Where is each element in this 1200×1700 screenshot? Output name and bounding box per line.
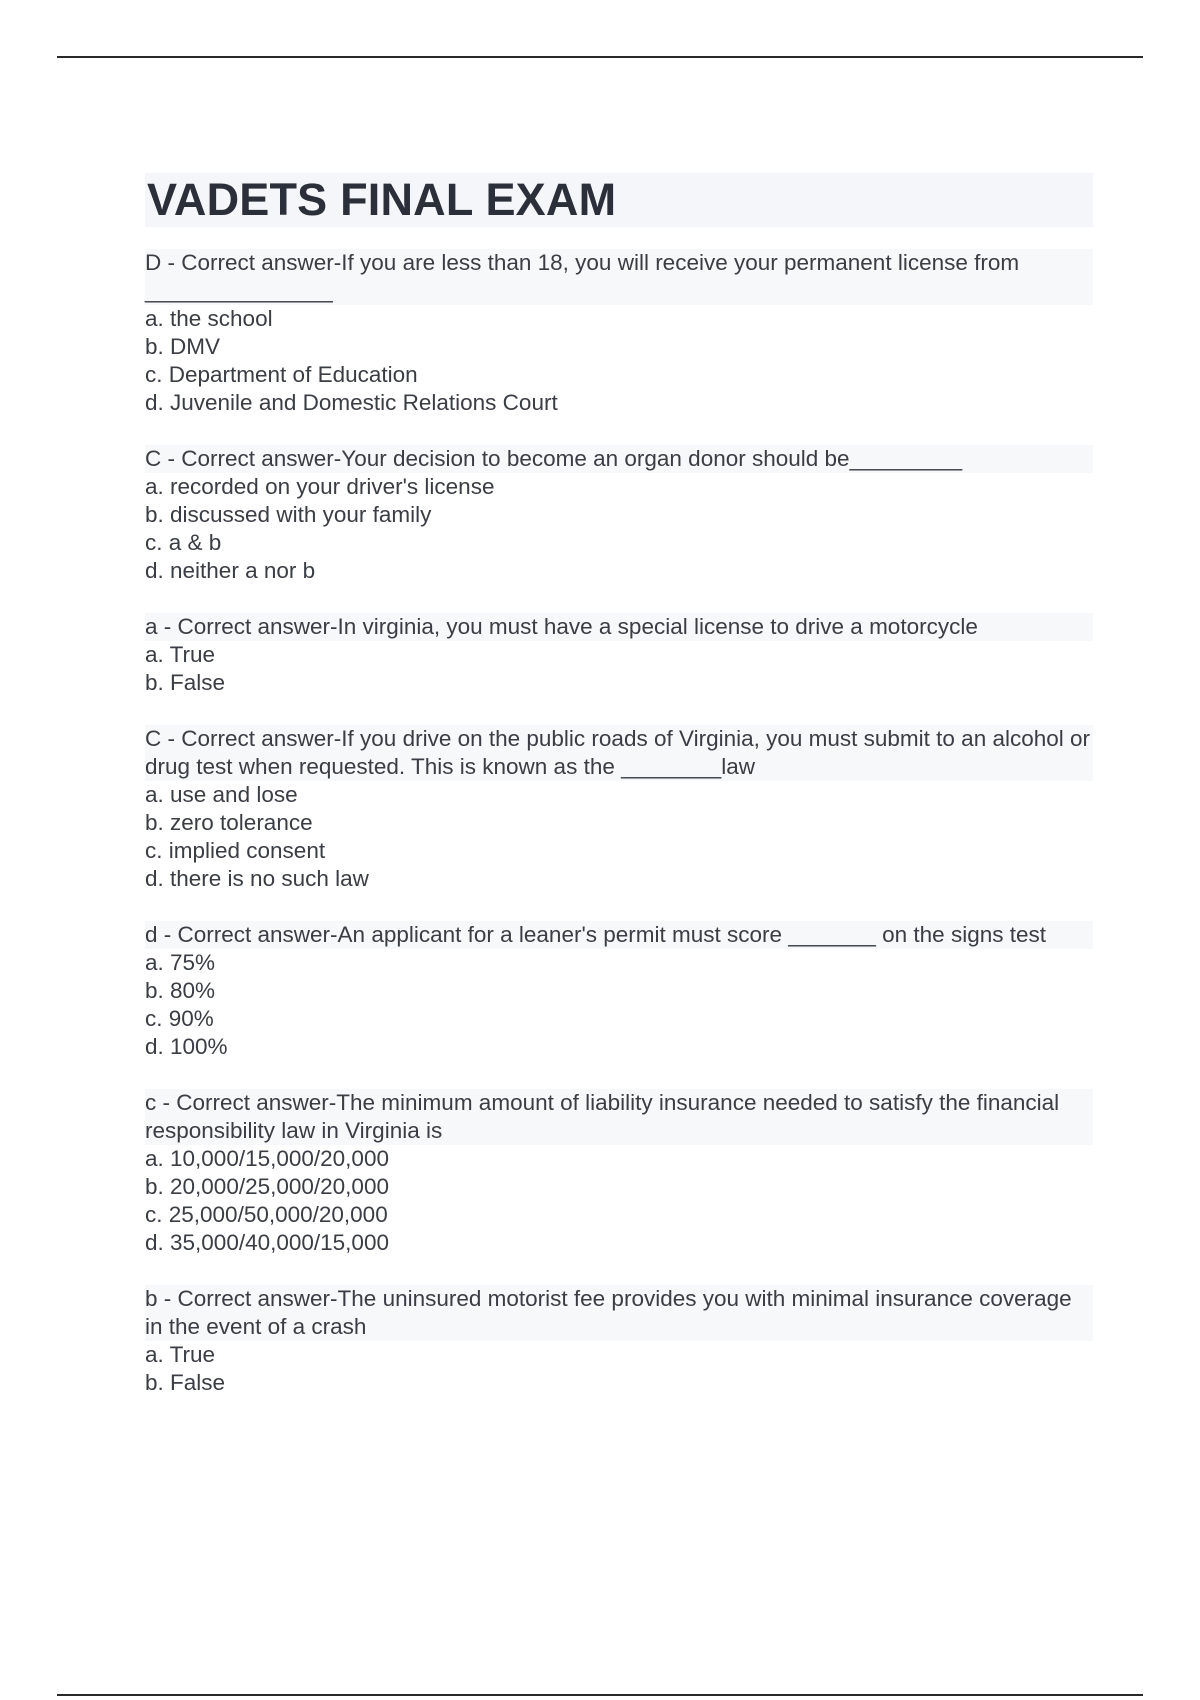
question-block-7	[145, 1285, 1093, 1397]
question-block-2	[145, 445, 1093, 585]
answer-option: c. 90%	[145, 1006, 214, 1031]
question-block-3	[145, 613, 1093, 697]
question-block-6	[145, 1089, 1093, 1257]
answer-option: d. Juvenile and Domestic Relations Court	[145, 390, 558, 415]
answer-option: a. True	[145, 642, 216, 667]
answer-option: b. False	[145, 1370, 226, 1395]
answer-option: c. a & b	[145, 530, 222, 555]
page-title: VADETS FINAL EXAM	[145, 173, 1093, 227]
answer-option: d. 35,000/40,000/15,000	[145, 1230, 389, 1255]
answer-option: d. there is no such law	[145, 866, 369, 891]
bottom-rule	[57, 1694, 1143, 1696]
answer-option: a. use and lose	[145, 782, 298, 807]
question-text: d - Correct answer-An applicant for a leaner's permit must score _______ on the signs test	[145, 921, 1093, 949]
answer-option: a. the school	[145, 306, 273, 331]
answer-option: b. discussed with your family	[145, 502, 432, 527]
document-body	[145, 173, 1093, 1425]
answer-option: c. Department of Education	[145, 362, 418, 387]
answer-option: b. 20,000/25,000/20,000	[145, 1174, 389, 1199]
answer-option: b. zero tolerance	[145, 810, 313, 835]
answer-option: a. 10,000/15,000/20,000	[145, 1146, 389, 1171]
question-text: C - Correct answer-If you drive on the public roads of Virginia, you must submit to an alcohol or drug test when requested. This is known as the ________law	[145, 725, 1093, 781]
answer-option: a. 75%	[145, 950, 216, 975]
question-text: C - Correct answer-Your decision to become an organ donor should be_________	[145, 445, 1093, 473]
question-text: b - Correct answer-The uninsured motorist fee provides you with minimal insurance coverage in the event of a crash	[145, 1285, 1093, 1341]
question-text: c - Correct answer-The minimum amount of liability insurance needed to satisfy the financial responsibility law in Virginia is	[145, 1089, 1093, 1145]
top-rule	[57, 56, 1143, 58]
answer-option: c. 25,000/50,000/20,000	[145, 1202, 388, 1227]
answer-option: d. 100%	[145, 1034, 228, 1059]
answer-option: b. 80%	[145, 978, 216, 1003]
answer-option: b. DMV	[145, 334, 221, 359]
question-text: D - Correct answer-If you are less than 18, you will receive your permanent license from _______________	[145, 249, 1093, 305]
question-block-4	[145, 725, 1093, 893]
answer-option: a. recorded on your driver's license	[145, 474, 495, 499]
question-block-1	[145, 249, 1093, 417]
question-block-5	[145, 921, 1093, 1061]
answer-option: d. neither a nor b	[145, 558, 316, 583]
answer-option: b. False	[145, 670, 226, 695]
answer-option: c. implied consent	[145, 838, 326, 863]
question-text: a - Correct answer-In virginia, you must have a special license to drive a motorcycle	[145, 613, 1093, 641]
answer-option: a. True	[145, 1342, 216, 1367]
